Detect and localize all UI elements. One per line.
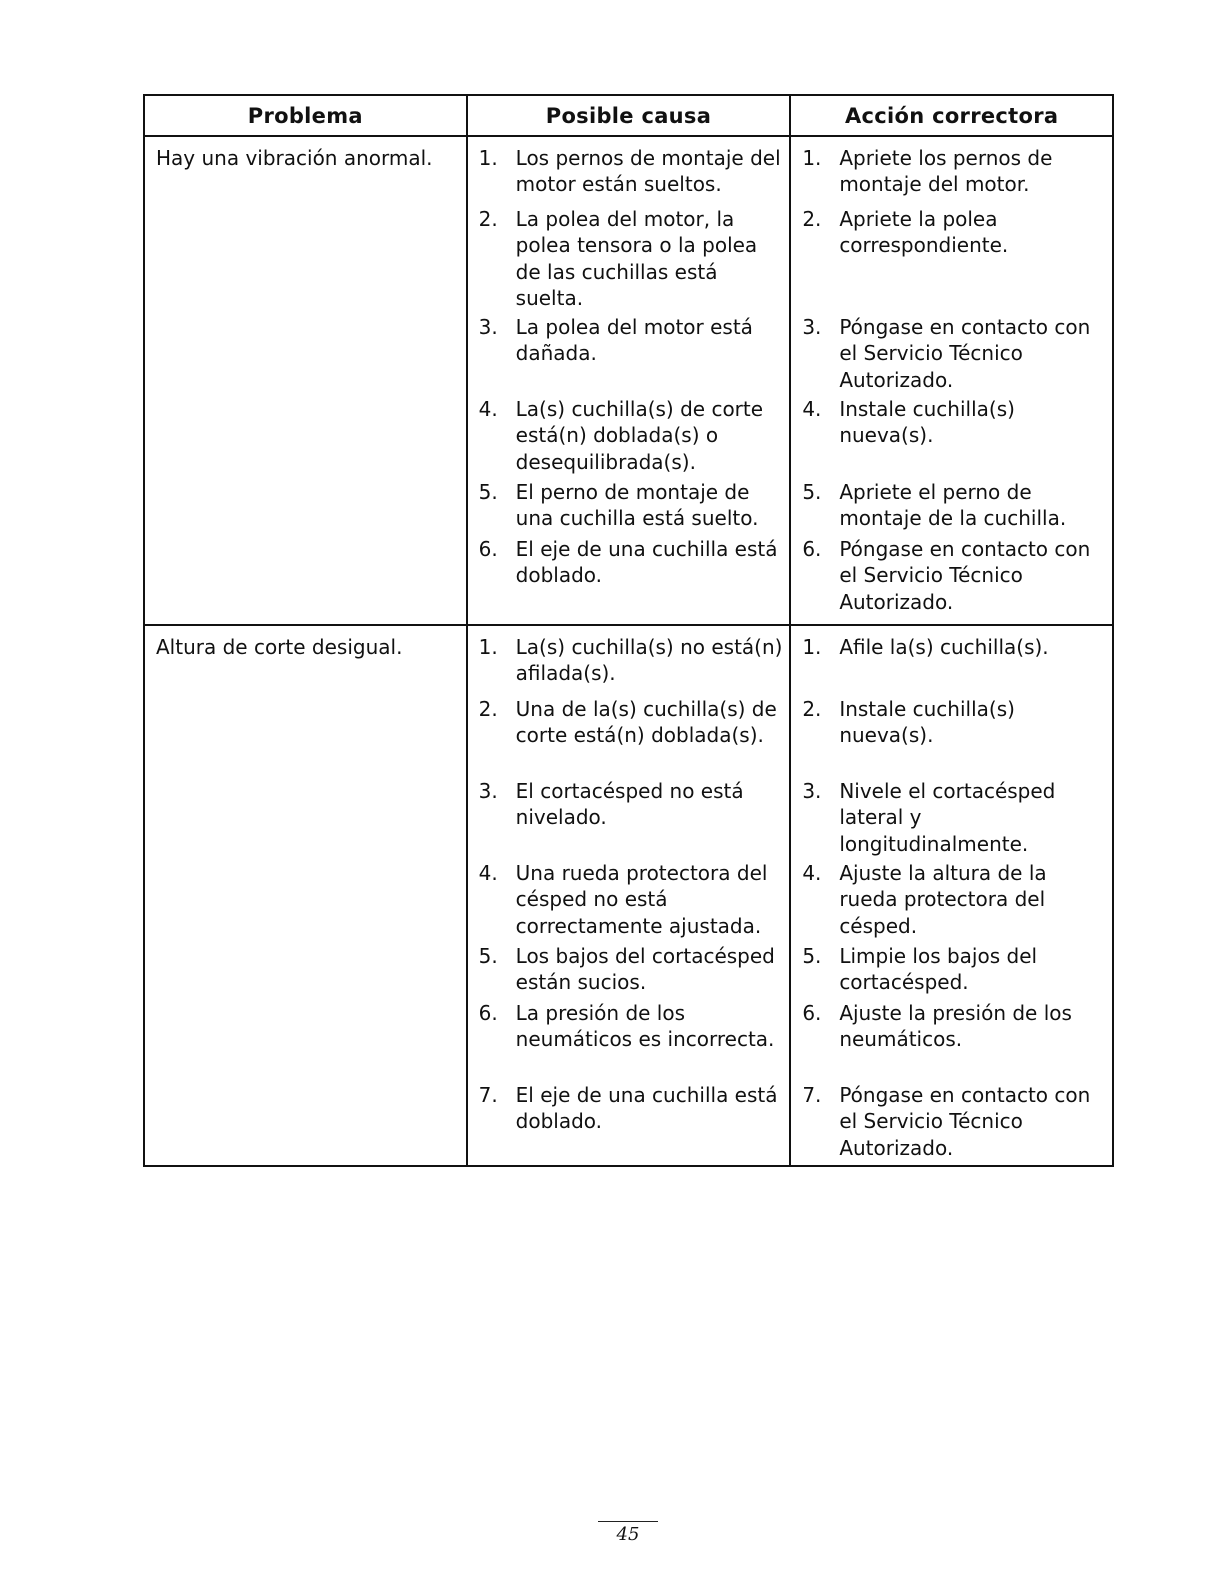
cause-text: El eje de una cuchilla está doblado. [515, 1083, 778, 1134]
troubleshooting-table [143, 94, 1114, 1167]
list-item [791, 1082, 1112, 1161]
list-item [791, 396, 1112, 479]
action-text: Póngase en contacto con el Servicio Técnico Autorizado. [839, 537, 1091, 614]
table-row [144, 136, 1113, 625]
list-item [468, 314, 790, 396]
problem-text: Altura de corte desigual. [156, 635, 403, 659]
list-item [791, 696, 1112, 778]
cause-text: La(s) cuchilla(s) no está(n) afilada(s). [515, 635, 783, 686]
list-item [468, 1000, 790, 1082]
cause-text: Los pernos de montaje del motor están sueltos. [515, 146, 781, 197]
list-item [791, 778, 1112, 860]
page-number-rule [598, 1521, 658, 1522]
list-item [791, 206, 1112, 314]
list-item [791, 1000, 1112, 1082]
item-number: 2. [802, 697, 822, 721]
action-text: Apriete la polea correspondiente. [839, 207, 1009, 258]
action-text: Limpie los bajos del cortacésped. [839, 944, 1038, 995]
list-item [468, 206, 790, 314]
cause-text: La polea del motor está dañada. [515, 315, 753, 366]
header-problema: Problema [144, 95, 467, 136]
item-number: 7. [478, 1083, 498, 1107]
table-header-row [144, 95, 1113, 136]
item-number: 2. [802, 207, 822, 231]
table-row [144, 625, 1113, 1166]
item-number: 4. [802, 861, 822, 885]
action-text: Instale cuchilla(s) nueva(s). [839, 397, 1015, 448]
page-number: 45 [616, 1524, 640, 1545]
cause-text: El cortacésped no está nivelado. [515, 779, 744, 830]
action-text: Afile la(s) cuchilla(s). [839, 635, 1049, 659]
list-item [791, 536, 1112, 620]
list-item [468, 536, 790, 620]
list-item [468, 145, 790, 206]
cause-text: La presión de los neumáticos es incorrecta. [515, 1001, 775, 1052]
item-number: 1. [478, 635, 498, 659]
list-item [791, 860, 1112, 943]
list-item [468, 696, 790, 778]
item-number: 5. [478, 480, 498, 504]
list-item [468, 778, 790, 860]
item-number: 6. [802, 1001, 822, 1025]
action-text: Ajuste la altura de la rueda protectora del césped. [839, 861, 1047, 938]
list-item [468, 634, 790, 696]
item-number: 6. [478, 537, 498, 561]
cause-list [468, 634, 790, 1158]
action-text: Nivele el cortacésped lateral y longitudinalmente. [839, 779, 1056, 856]
action-text: Apriete los pernos de montaje del motor. [839, 146, 1053, 197]
cause-cell [467, 625, 791, 1166]
item-number: 1. [802, 146, 822, 170]
action-text: Póngase en contacto con el Servicio Técnico Autorizado. [839, 1083, 1091, 1160]
item-number: 3. [802, 315, 822, 339]
item-number: 4. [478, 397, 498, 421]
cause-list [468, 145, 790, 620]
cause-text: Los bajos del cortacésped están sucios. [515, 944, 775, 995]
header-accion-correctora: Acción correctora [790, 95, 1113, 136]
action-list [791, 634, 1112, 1161]
item-number: 2. [478, 207, 498, 231]
cause-text: La polea del motor, la polea tensora o la polea de las cuchillas está suelta. [515, 207, 758, 310]
problem-text: Hay una vibración anormal. [156, 146, 433, 170]
item-number: 6. [802, 537, 822, 561]
list-item [468, 860, 790, 943]
list-item [468, 1082, 790, 1158]
cause-text: Una rueda protectora del césped no está correctamente ajustada. [515, 861, 768, 938]
item-number: 3. [802, 779, 822, 803]
item-number: 6. [478, 1001, 498, 1025]
problem-cell [144, 625, 467, 1166]
list-item [791, 943, 1112, 1000]
list-item [791, 634, 1112, 696]
cause-text: El eje de una cuchilla está doblado. [515, 537, 778, 588]
list-item [468, 396, 790, 479]
item-number: 2. [478, 697, 498, 721]
item-number: 5. [802, 480, 822, 504]
header-posible-causa: Posible causa [467, 95, 791, 136]
list-item [791, 479, 1112, 536]
item-number: 1. [478, 146, 498, 170]
item-number: 3. [478, 315, 498, 339]
action-text: Póngase en contacto con el Servicio Técnico Autorizado. [839, 315, 1091, 392]
cause-text: Una de la(s) cuchilla(s) de corte está(n) doblada(s). [515, 697, 777, 748]
problem-cell [144, 136, 467, 625]
action-text: Apriete el perno de montaje de la cuchilla. [839, 480, 1067, 531]
action-text: Ajuste la presión de los neumáticos. [839, 1001, 1072, 1052]
action-text: Instale cuchilla(s) nueva(s). [839, 697, 1015, 748]
action-cell [790, 136, 1113, 625]
item-number: 3. [478, 779, 498, 803]
cause-text: La(s) cuchilla(s) de corte está(n) doblada(s) o desequilibrada(s). [515, 397, 764, 474]
item-number: 5. [478, 944, 498, 968]
list-item [791, 314, 1112, 396]
item-number: 7. [802, 1083, 822, 1107]
item-number: 4. [802, 397, 822, 421]
list-item [791, 145, 1112, 206]
list-item [468, 479, 790, 536]
list-item [468, 943, 790, 1000]
item-number: 4. [478, 861, 498, 885]
item-number: 5. [802, 944, 822, 968]
item-number: 1. [802, 635, 822, 659]
action-list [791, 145, 1112, 620]
action-cell [790, 625, 1113, 1166]
cause-cell [467, 136, 791, 625]
cause-text: El perno de montaje de una cuchilla está suelto. [515, 480, 759, 531]
